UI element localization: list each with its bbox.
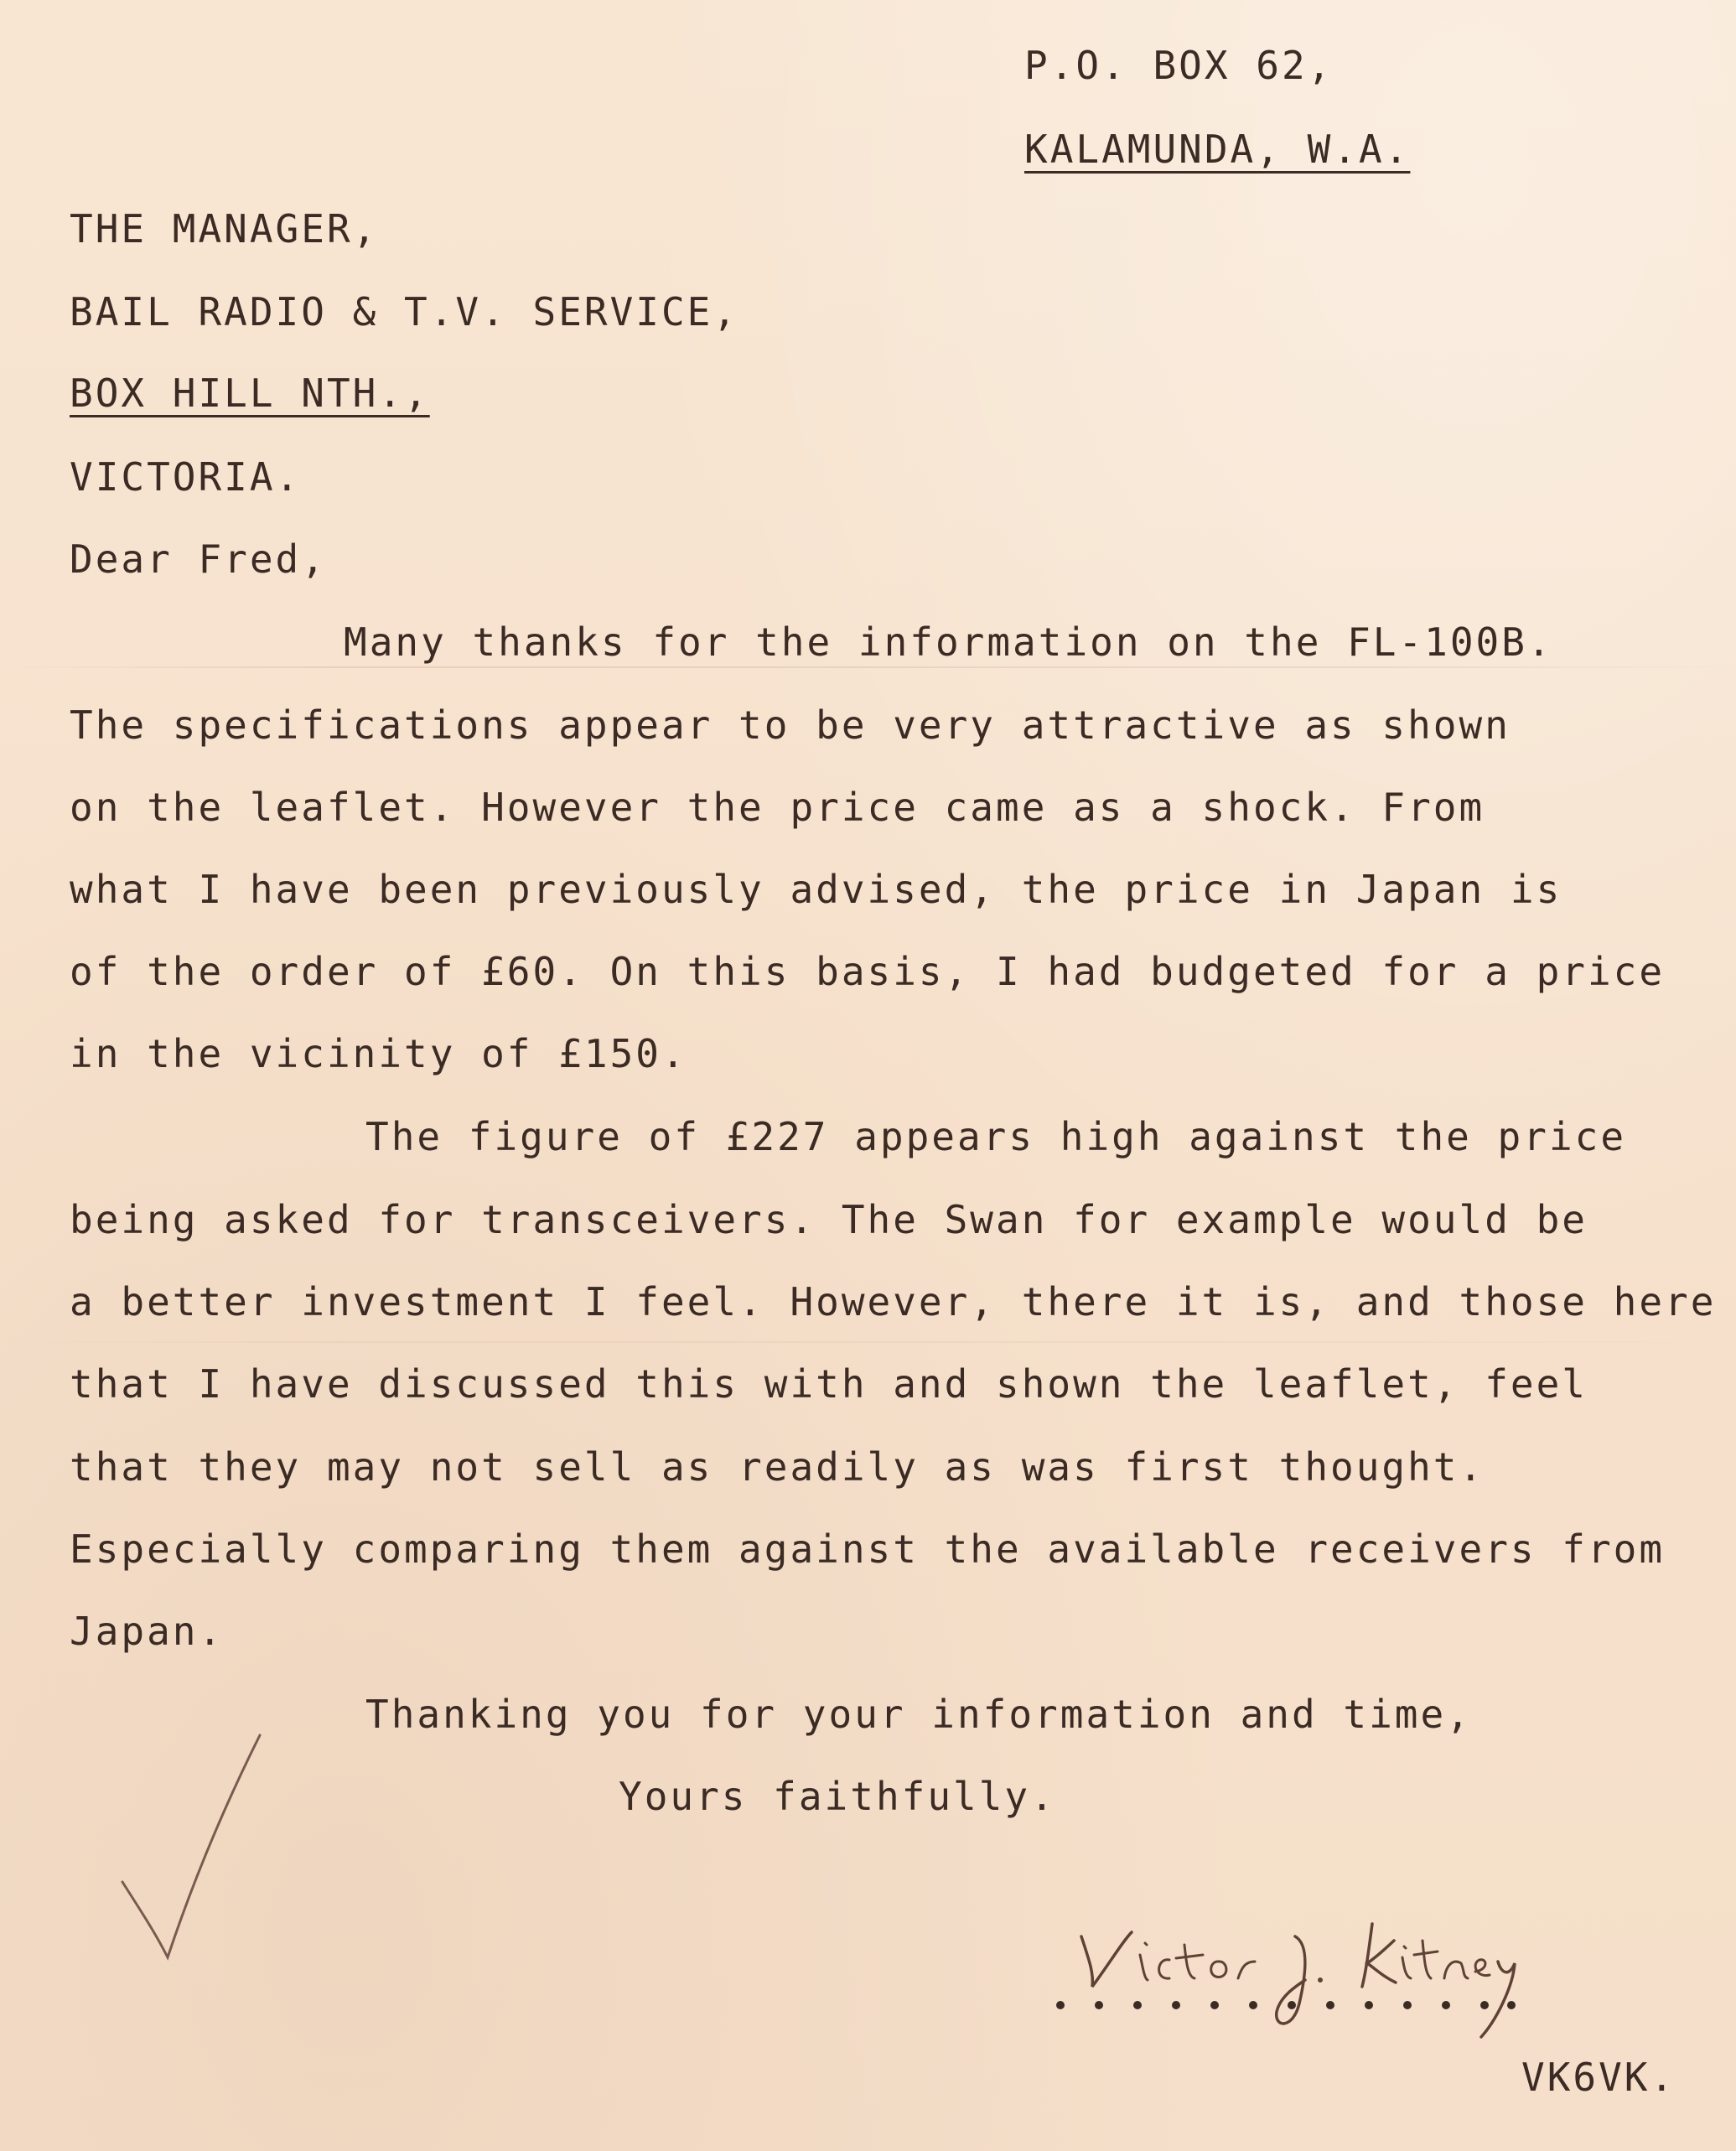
salutation: Dear Fred, — [70, 536, 327, 582]
closing-line: Thanking you for your information and time, — [365, 1692, 1472, 1737]
checkmark-icon — [117, 1727, 285, 1970]
body-line: Especially comparing them against the available receivers from — [70, 1526, 1666, 1572]
body-line: in the vicinity of £150. — [70, 1031, 687, 1076]
recipient-line2: BAIL RADIO & T.V. SERVICE, — [70, 289, 739, 334]
body-line: Many thanks for the information on the FL-100B. — [344, 619, 1553, 665]
sender-address-line1: P.O. BOX 62, — [1024, 43, 1334, 88]
body-line: Japan. — [70, 1609, 225, 1654]
recipient-line3: BOX HILL NTH., — [70, 371, 430, 416]
sender-address-line2: KALAMUNDA, W.A. — [1024, 127, 1411, 172]
paper-fold-line — [0, 1341, 1736, 1343]
body-line: what I have been previously advised, the price in Japan is — [70, 867, 1562, 912]
body-line: that they may not sell as readily as was first thought. — [70, 1444, 1485, 1490]
body-line: a better investment I feel. However, there it is, and those here — [70, 1279, 1717, 1324]
recipient-line4: VICTORIA. — [70, 454, 302, 500]
paper-fold-line — [0, 666, 1736, 668]
body-line: that I have discussed this with and shown the leaflet, feel — [70, 1361, 1588, 1407]
body-line: of the order of £60. On this basis, I had budgeted for a price — [70, 949, 1666, 994]
body-line: The figure of £227 appears high against the price — [365, 1114, 1627, 1159]
body-line: being asked for transceivers. The Swan for example would be — [70, 1197, 1588, 1242]
body-line: The specifications appear to be very attractive as shown — [70, 702, 1511, 748]
callsign: VK6VK. — [1521, 2055, 1676, 2100]
valediction: Yours faithfully. — [619, 1774, 1056, 1819]
body-line: on the leaflet. However the price came as a shock. From — [70, 785, 1485, 830]
recipient-line1: THE MANAGER, — [70, 206, 379, 251]
signature-mark — [1044, 1903, 1538, 2045]
